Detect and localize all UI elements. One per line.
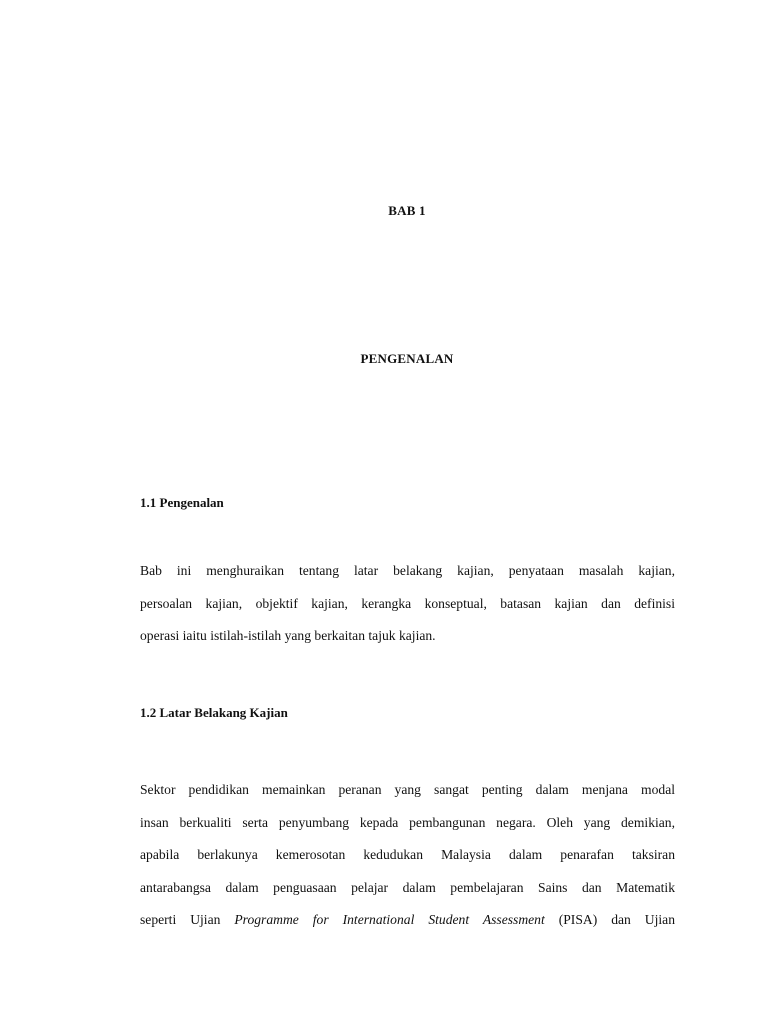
chapter-title: PENGENALAN <box>360 351 454 366</box>
text-segment: seperti Ujian <box>140 912 235 927</box>
paragraph-line: Bab ini menghuraikan tentang latar belakang kajian, penyataan masalah kajian, <box>140 563 675 578</box>
paragraph-line: antarabangsa dalam penguasaan pelajar dalam pembelajaran Sains dan Matematik <box>140 879 675 895</box>
section-heading-latar-belakang: 1.2 Latar Belakang Kajian <box>140 705 288 720</box>
paragraph-line: apabila berlakunya kemerosotan kedudukan Malaysia dalam penarafan taksiran <box>140 847 675 862</box>
paragraph-pengenalan <box>140 555 675 653</box>
italic-programme-name: Programme for International Student Assessment <box>234 912 545 927</box>
paragraph-line-pisa <box>140 904 675 937</box>
paragraph-line: Sektor pendidikan memainkan peranan yang sangat penting dalam menjana modal <box>140 782 675 797</box>
chapter-number: BAB 1 <box>388 203 426 218</box>
text-segment: (PISA) dan Ujian <box>544 912 675 927</box>
paragraph-line: persoalan kajian, objektif kajian, kerangka konseptual, batasan kajian dan definisi <box>140 595 675 611</box>
paragraph-latar-belakang <box>140 774 675 937</box>
paragraph-line: insan berkualiti serta penyumbang kepada pembangunan negara. Oleh yang demikian, <box>140 814 675 830</box>
paragraph-line: operasi iaitu istilah-istilah yang berkaitan tajuk kajian. <box>140 628 436 643</box>
section-heading-pengenalan: 1.1 Pengenalan <box>140 495 224 510</box>
